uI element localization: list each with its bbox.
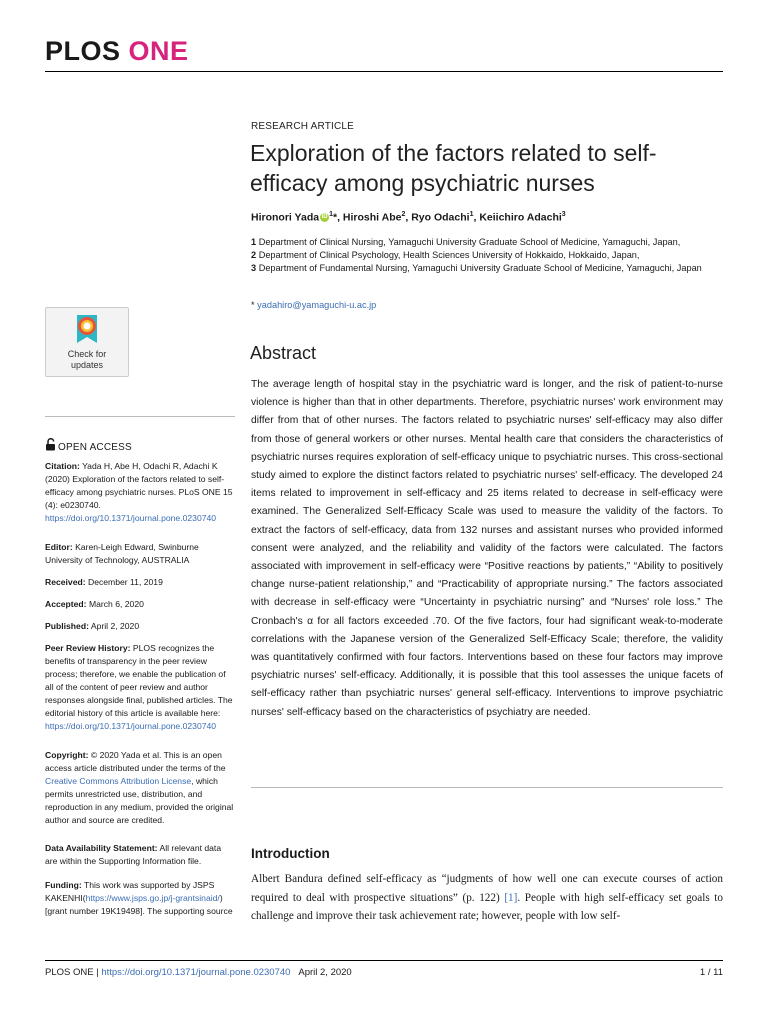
funding-link[interactable]: https://www.jsps.go.jp/j-grantsinaid/ [85,893,220,903]
data-availability-block [45,842,235,868]
open-access-text: OPEN ACCESS [58,442,132,453]
corresponding-star: * [332,211,338,224]
affiliation-number: 2 [251,250,257,260]
affiliation-text: Department of Clinical Nursing, Yamaguchi University Graduate School of Medicine, Yamaguchi, Japan, [258,237,681,247]
affiliation-text: Department of Clinical Psychology, Health Sciences University of Hokkaido, Hokkaido, Japan, [258,250,640,260]
page-footer [45,967,352,978]
citation-block [45,460,235,525]
abstract-text: The average length of hospital stay in the psychiatric ward is longer, and the risk of patient-to-nurse violence is higher than that in other departments. Therefore, psychiatric nurses' work environment may differ from that of other nurses. The factors related to psychiatric nurses' self-efficacy may also differ from those of general workers or other nurses. Mental health care that considers the characteristics of psychiatric nurses requires exploration of self-efficacy unique to psychiatric nurses. This cross-sectional study aimed to explore the distinct factors related to psychiatric nurses' self-efficacy. The developed 24 items related to improvement in self-efficacy and 25 items related to decrease in self-efficacy were examined. The Generalized Self-Efficacy Scale was used to measure the validity of the factors. To extract the factors of self-efficacy, data from 132 nurses and assistant nurses who provided informed consent were analyzed, and the reliability and validity of the factors were calculated. The factors associated with improvement in self-efficacy were “Positive reactions by patients,” “Ability to positively change nurse-patient relationship,” and “Practicability of appropriate nursing.” The factors associated with decrease in self-efficacy were “Uncertainty in psychiatric nursing” and “Nurses' role loss.” The Cronbach's α for all factors exceeded .70. Of the five factors, four had significant weak-to-moderate correlations with the Japanese version of the Generalized Self-Efficacy Scale; therefore, the validity was quantitatively confirmed with four factors. Interventions based on these four factors may improve psychiatric nurses' self-efficacy. Additionally, it is possible that this tool assesses the unique facets of self-efficacy rather than psychiatric nurses' general self-efficacy. Interventions to improve psychiatric nurses' self-efficacy based on the characteristics of psychiatry are needed. [251,379,723,718]
abstract-divider [251,787,723,788]
funding-label: Funding: [45,880,82,890]
footer-date: April 2, 2020 [298,967,352,978]
intro-text-part: Albert Bandura defined self-efficacy as “judgments of how well one can execute courses of action required to deal with prospective situations” (p. 122) [251,873,723,904]
accepted-label: Accepted: [45,599,87,609]
logo-plos-text: PLOS [45,36,121,66]
author-affil-sup: 1 [469,211,474,218]
author-name[interactable]: Keiichiro Adachi [479,211,562,224]
data-availability-text: All relevant data are within the Supporting Information file. [45,843,222,866]
peer-review-text: PLOS recognizes the benefits of transparency in the peer review process; therefore, we enable the publication of all of the content of peer review and author responses alongside final, published articles. The editorial history of this article is available here: [45,643,233,718]
affiliation-list [251,236,721,275]
peer-review-label: Peer Review History: [45,643,131,653]
published-label: Published: [45,621,89,631]
author-list: Hironori Yada iD $^1$*, Hiroshi Abe$^2$, Ryo Odachi$^1$, Keiichiro Adachi$^3$ [251,211,566,224]
published-block [45,620,235,633]
intro-text-part: . People with high self-efficacy set goals to challenge and improve their task achievement rate; however, people with low self- [251,891,723,922]
check-updates-line1: Check for [67,349,107,359]
sidebar-divider [45,416,235,417]
author-name[interactable]: Ryo Odachi [411,211,470,224]
introduction-text [251,870,723,926]
open-access-label [45,438,132,453]
funding-text: This work was supported by JSPS KAKENHI( [45,880,215,903]
author-name[interactable]: Hironori Yada [251,211,320,224]
affiliation-item [251,236,721,249]
article-type-label: RESEARCH ARTICLE [251,121,355,132]
editor-text: Karen-Leigh Edward, Swinburne University of Technology, AUSTRALIA [45,542,199,565]
footer-separator: | [93,967,102,978]
author-name[interactable]: Hiroshi Abe [342,211,402,224]
funding-block [45,879,235,918]
license-link[interactable]: Creative Commons Attribution License [45,776,192,786]
received-block [45,576,235,589]
affiliation-item [251,249,721,262]
open-lock-icon [45,438,56,451]
accepted-date: March 6, 2020 [88,599,144,609]
page-number: 1 / 11 [699,967,723,978]
peer-review-link[interactable]: https://doi.org/10.1371/journal.pone.0230740 [45,721,217,731]
footer-doi-link[interactable]: https://doi.org/10.1371/journal.pone.0230740 [101,967,291,978]
citation-label: Citation: [45,461,80,471]
citation-text: Yada H, Abe H, Odachi R, Adachi K (2020) Exploration of the factors related to self-efficacy among psychiatric nurses. PLoS ONE 15 (4): e0230740. [45,461,233,510]
email-star: * [251,300,255,310]
affiliation-text: Department of Fundamental Nursing, Yamaguchi University Graduate School of Medicine, Yamaguchi, Japan [258,263,702,273]
check-for-updates-badge[interactable] [45,307,129,377]
affiliation-item [251,262,721,275]
footer-rule [45,960,723,961]
header-rule [45,71,723,72]
copyright-block [45,749,235,827]
editor-block [45,541,235,567]
received-label: Received: [45,577,86,587]
author-affil-sup: 1 [329,211,333,218]
copyright-text: , which permits unrestricted use, distribution, and reproduction in any medium, provided the original author and source are credited. [45,776,234,825]
author-affil-sup: 3 [561,211,566,218]
editor-label: Editor: [45,542,73,552]
reference-link[interactable]: [1] [504,891,518,904]
received-date: December 11, 2019 [88,577,163,587]
copyright-text: © 2020 Yada et al. This is an open access article distributed under the terms of the [45,750,226,773]
citation-doi-link[interactable]: https://doi.org/10.1371/journal.pone.0230740 [45,513,217,523]
peer-review-block [45,642,235,733]
funding-text: ) [grant number 19K19498]. The supporting source [45,893,233,916]
data-availability-label: Data Availability Statement: [45,843,158,853]
check-updates-icon [74,313,100,347]
footer-journal: PLOS ONE [45,967,94,978]
affiliation-number: 1 [251,237,257,247]
article-title: Exploration of the factors related to self-efficacy among psychiatric nurses [250,140,657,196]
copyright-label: Copyright: [45,750,89,760]
check-updates-line2: updates [70,360,104,370]
email-link[interactable]: yadahiro@yamaguchi-u.ac.jp [257,300,377,310]
introduction-heading: Introduction [251,846,330,861]
journal-logo[interactable] [45,36,189,67]
published-date: April 2, 2020 [90,621,140,631]
logo-one-text: ONE [128,36,189,66]
orcid-icon[interactable]: iD [321,214,328,221]
abstract-heading: Abstract [250,343,317,363]
affiliation-number: 3 [251,263,257,273]
accepted-block [45,598,235,611]
corresponding-email [251,300,376,310]
author-affil-sup: 2 [401,211,406,218]
